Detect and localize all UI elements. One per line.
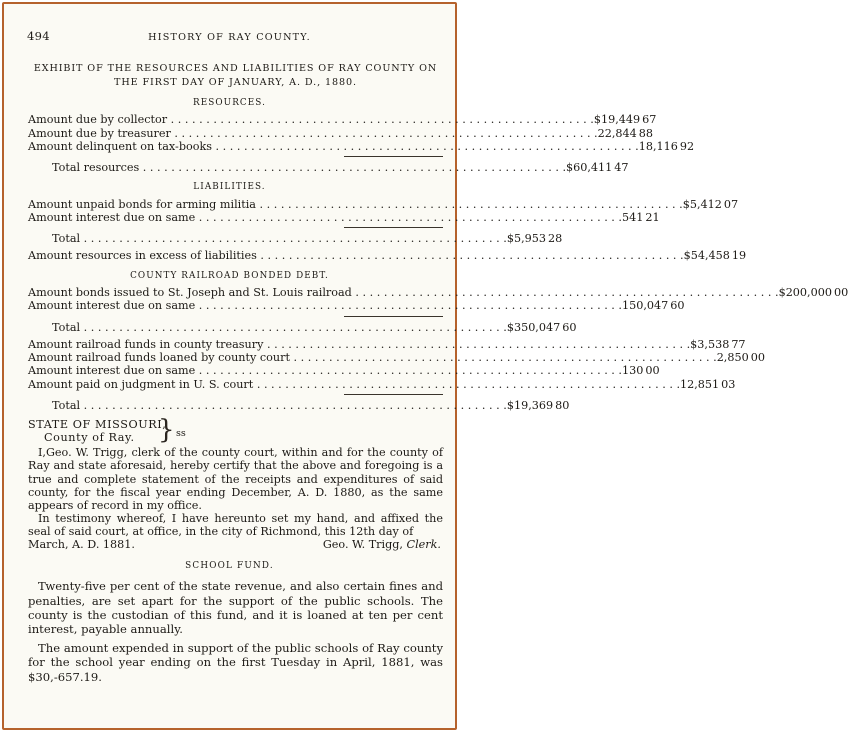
row-dollar: $ (778, 285, 786, 299)
row-cents: 60 (670, 299, 685, 313)
school-fund-heading: SCHOOL FUND. (185, 561, 274, 572)
signer-title: Clerk. (406, 538, 441, 552)
row-cents: 88 (638, 126, 654, 140)
row-label: Amount paid on judgment in U. S. court . . . . . . . . . . . . . . . . . . . . . . . . . . . . . . . . . . . . . . . . . . . . . . . . . . . . . . . . . . . . (28, 377, 681, 391)
row-label: Amount railroad funds in county treasury . . . . . . . . . . . . . . . . . . . . . . . . . . . . . . . . . . . . . . . . . . . . . . . . . . . . . . . . . . . . (28, 337, 691, 351)
table-row (28, 351, 765, 365)
row-label: Amount due by collector . . . . . . . . . . . . . . . . . . . . . . . . . . . . . . . . . . . . . . . . . . . . . . . . . . . . . . . . . . . . (28, 113, 594, 127)
row-label: Total . . . . . . . . . . . . . . . . . . . . . . . . . . . . . . . . . . . . . . . . . . . . . . . . . . . . . . . . . . . . (52, 232, 507, 246)
total-row (28, 232, 563, 246)
table-row (28, 197, 739, 211)
sum-rule (344, 394, 443, 395)
row-cents: 07 (723, 197, 739, 211)
row-dollar: $ (593, 113, 601, 127)
row-cents: 60 (562, 320, 577, 334)
row-dollar: $ (506, 399, 514, 413)
row-cents: 28 (547, 232, 563, 246)
table-row (28, 113, 657, 127)
row-amount: 22,844 (597, 126, 637, 140)
row-label: Amount interest due on same . . . . . . . . . . . . . . . . . . . . . . . . . . . . . . . . . . . . . . . . . . . . . . . . . . . . . . . . . . . . (28, 364, 622, 378)
total-row (28, 320, 577, 334)
brace-glyph: } (158, 415, 175, 446)
row-amount: 60,411 (573, 161, 613, 175)
table-row (28, 285, 849, 299)
venue-block (28, 415, 447, 446)
document-page (12, 10, 849, 724)
row-dollar: $ (682, 197, 690, 211)
page-number: 494 (27, 29, 50, 43)
table-row (28, 377, 736, 391)
row-dollar: $ (506, 232, 514, 246)
row-label: Amount unpaid bonds for arming militia . . . . . . . . . . . . . . . . . . . . . . . . . . . . . . . . . . . . . . . . . . . . . . . . . . . . . . . . . . . . (28, 197, 683, 211)
excess-row (28, 249, 747, 263)
school-expense-paragraph: The amount expended in support of the public schools of Ray county for the school year ending on the first Tuesday in April, 1881, was $30,-657.19. (28, 641, 443, 684)
row-dollar: $ (683, 249, 691, 263)
row-amount: 200,000 (785, 285, 832, 299)
table-row (28, 210, 660, 224)
row-cents: 80 (555, 399, 570, 413)
exhibit-title: EXHIBIT OF THE RESOURCES AND LIABILITIES OF RAY COUNTY ON THE FIRST DAY OF JANUARY, A. D., 1880. (33, 63, 438, 88)
table-row (28, 337, 746, 351)
row-label: Amount resources in excess of liabilities . . . . . . . . . . . . . . . . . . . . . . . . . . . . . . . . . . . . . . . . . . . . . . . . . . . . . . . . . . . . (28, 249, 684, 263)
signature (323, 538, 443, 551)
row-label: Amount interest due on same . . . . . . . . . . . . . . . . . . . . . . . . . . . . . . . . . . . . . . . . . . . . . . . . . . . . . . . . . . . . (28, 299, 622, 313)
row-label: Total . . . . . . . . . . . . . . . . . . . . . . . . . . . . . . . . . . . . . . . . . . . . . . . . . . . . . . . . . . . . (52, 320, 507, 334)
row-amount: 150,047 (621, 299, 669, 313)
row-amount: 350,047 (513, 320, 561, 334)
venue-ss: ss (176, 428, 186, 440)
row-dollar: $ (506, 320, 514, 334)
row-amount: 18,116 (638, 139, 678, 153)
row-amount: 19,449 (600, 113, 641, 127)
page-border (2, 2, 849, 730)
row-label: Amount bonds issued to St. Joseph and St. Louis railroad . . . . . . . . . . . . . . . . . . . . . . . . . . . . . . . . . . . . . . . . . . . . . . . . . . . . . . . . . . . . (28, 285, 779, 299)
running-title: HISTORY OF RAY COUNTY. (148, 32, 311, 43)
row-amount: 2,850 (716, 351, 749, 365)
signature-line (28, 538, 443, 551)
row-amount: 54,458 (690, 249, 730, 263)
row-amount: 5,953 (513, 232, 546, 246)
row-cents: 77 (731, 337, 746, 351)
railroad-table (28, 285, 849, 413)
total-row (28, 161, 629, 175)
sum-rule (344, 156, 443, 157)
row-label: Total resources . . . . . . . . . . . . . . . . . . . . . . . . . . . . . . . . . . . . . . . . . . . . . . . . . . . . . . . . . . . . (52, 161, 566, 175)
row-cents: 21 (645, 210, 660, 224)
table-row (28, 299, 685, 313)
row-cents: 67 (642, 113, 657, 127)
row-amount: 19,369 (513, 399, 554, 413)
certification-paragraph: I,Geo. W. Trigg, clerk of the county court, within and for the county of Ray and state aforesaid, hereby certify that the above and foregoing is a true and complete statement of the receipts and expenditures of said county, for the fiscal year ending December, A. D. 1880, as the same appears of record in my office. (28, 446, 443, 512)
row-label: Amount delinquent on tax-books . . . . . . . . . . . . . . . . . . . . . . . . . . . . . . . . . . . . . . . . . . . . . . . . . . . . . . . . . . . . (28, 139, 639, 153)
total-row (28, 399, 570, 413)
row-cents: 19 (731, 249, 747, 263)
table-row (28, 364, 660, 378)
school-fund-paragraph: Twenty-five per cent of the state revenue, and also certain fines and penalties, are set apart for the support of the public schools. The county is the custodian of this fund, and it is loaned at ten per cent interest, payable annually. (28, 579, 443, 637)
row-amount: 130 (621, 364, 644, 378)
row-cents: 03 (721, 377, 736, 391)
liabilities-heading: LIABILITIES. (193, 182, 266, 193)
signer-name: Geo. W. Trigg, (322, 538, 403, 552)
sum-rule (344, 316, 443, 317)
row-cents: 92 (679, 139, 695, 153)
running-header (12, 30, 447, 46)
row-amount: 5,412 (689, 197, 722, 211)
sum-rule (344, 227, 443, 228)
resources-table (28, 113, 695, 175)
row-cents: 47 (614, 161, 629, 175)
venue-state: STATE OF MISSOURI, (28, 418, 167, 432)
row-amount: 541 (621, 210, 644, 224)
table-row (28, 139, 695, 153)
row-cents: 00 (833, 285, 849, 299)
row-dollar: $ (566, 161, 574, 175)
liabilities-table (28, 197, 747, 263)
row-label: Total . . . . . . . . . . . . . . . . . . . . . . . . . . . . . . . . . . . . . . . . . . . . . . . . . . . . . . . . . . . . (52, 399, 507, 413)
row-amount: 12,851 (680, 377, 720, 391)
row-amount: 3,538 (697, 337, 730, 351)
row-label: Amount railroad funds loaned by county court . . . . . . . . . . . . . . . . . . . . . . . . . . . . . . . . . . . . . . . . . . . . . . . . . . . . . . . . . . . . (28, 351, 717, 365)
testimony-paragraph: In testimony whereof, I have hereunto set my hand, and affixed the seal of said court, at office, in the city of Richmond, this 12th day of (28, 511, 443, 538)
venue-county: County of Ray. (44, 431, 135, 445)
row-cents: 00 (750, 351, 765, 365)
row-label: Amount interest due on same . . . . . . . . . . . . . . . . . . . . . . . . . . . . . . . . . . . . . . . . . . . . . . . . . . . . . . . . . . . . (28, 210, 622, 224)
resources-heading: RESOURCES. (193, 98, 266, 108)
signature-date: March, A. D. 1881. (28, 538, 135, 552)
row-label: Amount due by treasurer . . . . . . . . . . . . . . . . . . . . . . . . . . . . . . . . . . . . . . . . . . . . . . . . . . . . . . . . . . . . (28, 126, 598, 140)
railroad-heading: COUNTY RAILROAD BONDED DEBT. (130, 270, 329, 281)
row-dollar: $ (690, 337, 698, 351)
table-row (28, 126, 654, 140)
row-cents: 00 (645, 364, 660, 378)
